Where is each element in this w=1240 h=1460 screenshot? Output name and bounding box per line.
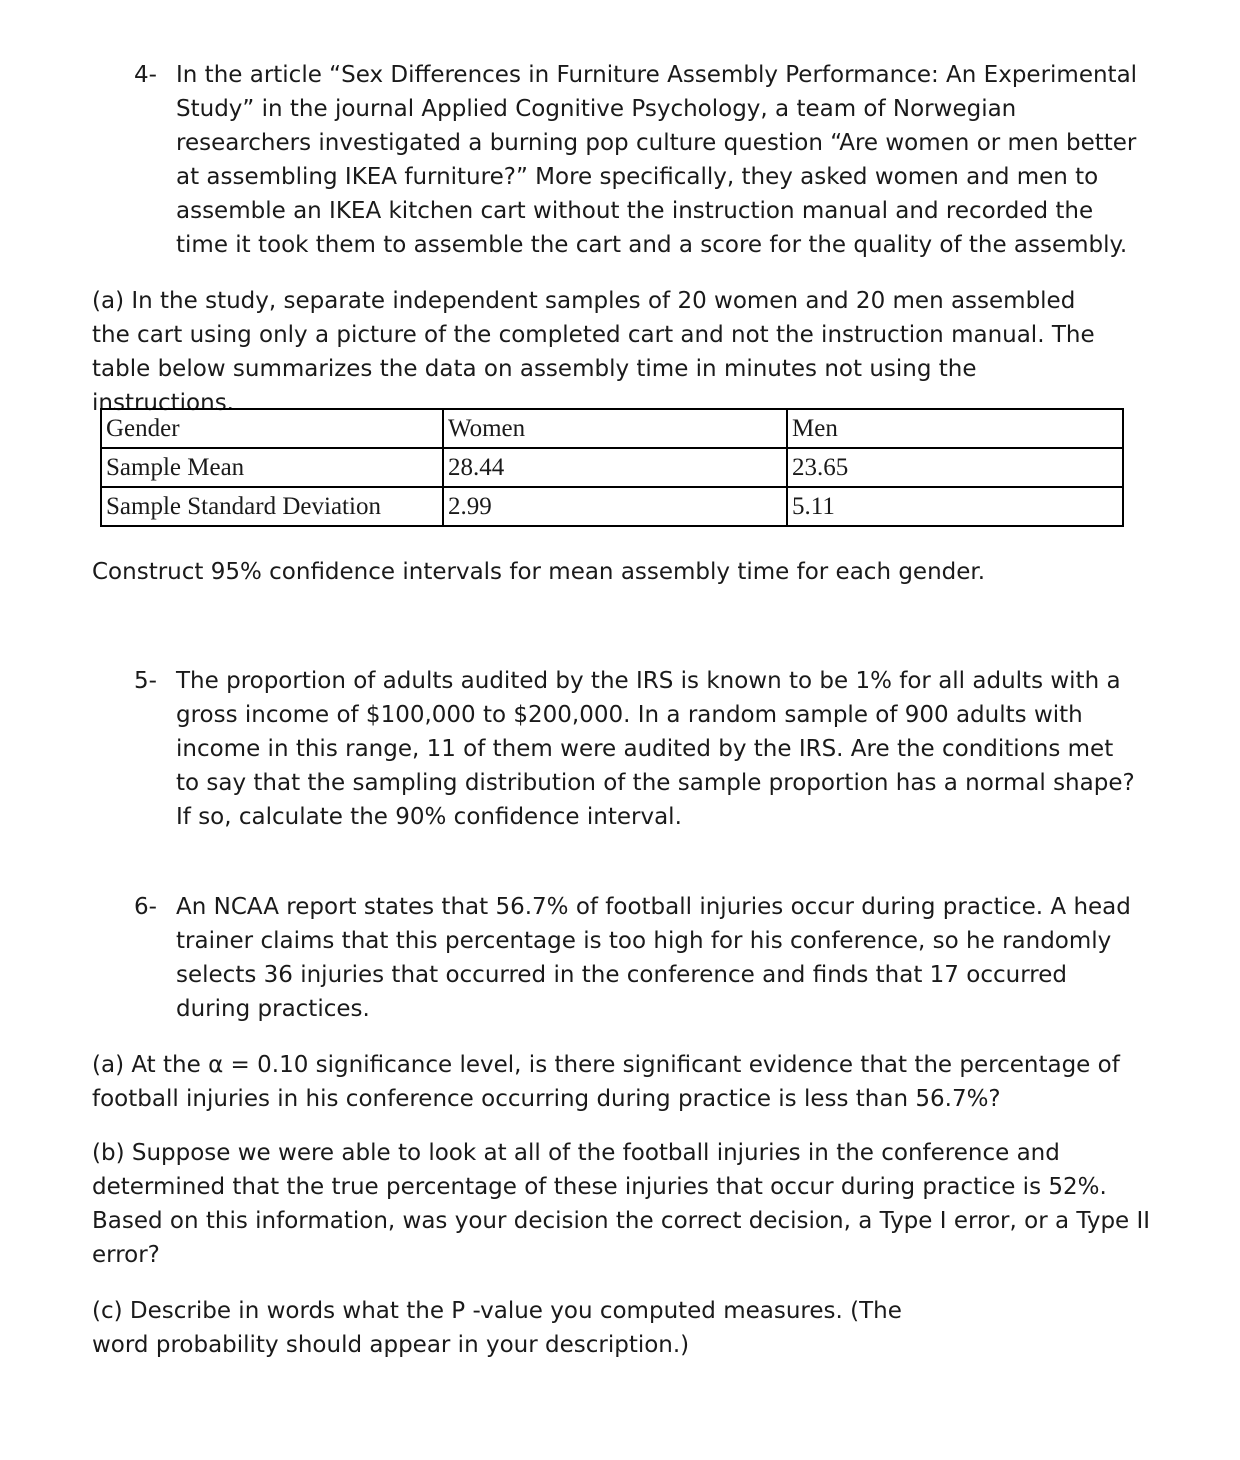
summary-table <box>100 408 1124 527</box>
table-row <box>101 487 1123 526</box>
q6-number: 6- <box>134 894 157 920</box>
q4-part-a: (a) In the study, separate independent samples of 20 women and 20 men assembled the cart using only a picture of the completed cart and not the instruction manual. The table below summarizes the data on assembly time in minutes not using the instructions. <box>92 288 1095 416</box>
cell: Women <box>443 409 787 448</box>
q5-number: 5- <box>134 668 157 694</box>
q4-text: In the article “Sex Differences in Furniture Assembly Performance: An Experimental Study” in the journal Applied Cognitive Psychology, a team of Norwegian researchers investigated a burning pop culture question “Are women or men better at assembling IKEA furniture?” More specifically, they asked women and men to assemble an IKEA kitchen cart without the instruction manual and recorded the time it took them to assemble the cart and a score for the quality of the assembly. <box>176 62 1138 258</box>
q6-part-b: (b) Suppose we were able to look at all of the football injuries in the conference and determined that the true percentage of these injuries that occur during practice is 52%. Based on this information, was your decision the correct decision, a Type I error, or a Type II error? <box>92 1140 1151 1268</box>
q4-construct: Construct 95% confidence intervals for mean assembly time for each gender. <box>92 559 986 585</box>
cell: 28.44 <box>443 448 787 487</box>
table-row <box>101 409 1123 448</box>
cell: 5.11 <box>787 487 1123 526</box>
cell: 2.99 <box>443 487 787 526</box>
q6-text: An NCAA report states that 56.7% of football injuries occur during practice. A head trainer claims that this percentage is too high for his conference, so he randomly selects 36 injuries that occurred in the conference and finds that 17 occurred during practices. <box>176 894 1131 1022</box>
q4-number: 4- <box>134 62 157 88</box>
q5-text: The proportion of adults audited by the IRS is known to be 1% for all adults with a gross income of $100,000 to $200,000. In a random sample of 900 adults with income in this range, 11 of them were audited by the IRS. Are the conditions met to say that the sampling distribution of the sample proportion has a normal shape? If so, calculate the 90% confidence interval. <box>176 668 1135 830</box>
cell: Men <box>787 409 1123 448</box>
q6-part-a: (a) At the α = 0.10 significance level, is there significant evidence that the percentage of football injuries in his conference occurring during practice is less than 56.7%? <box>92 1052 1120 1112</box>
q6-part-c: (c) Describe in words what the P -value you computed measures. (The word probability should appear in your description.) <box>92 1298 902 1358</box>
table-row <box>101 448 1123 487</box>
cell: Sample Standard Deviation <box>101 487 443 526</box>
cell: Sample Mean <box>101 448 443 487</box>
cell: 23.65 <box>787 448 1123 487</box>
cell: Gender <box>101 409 443 448</box>
